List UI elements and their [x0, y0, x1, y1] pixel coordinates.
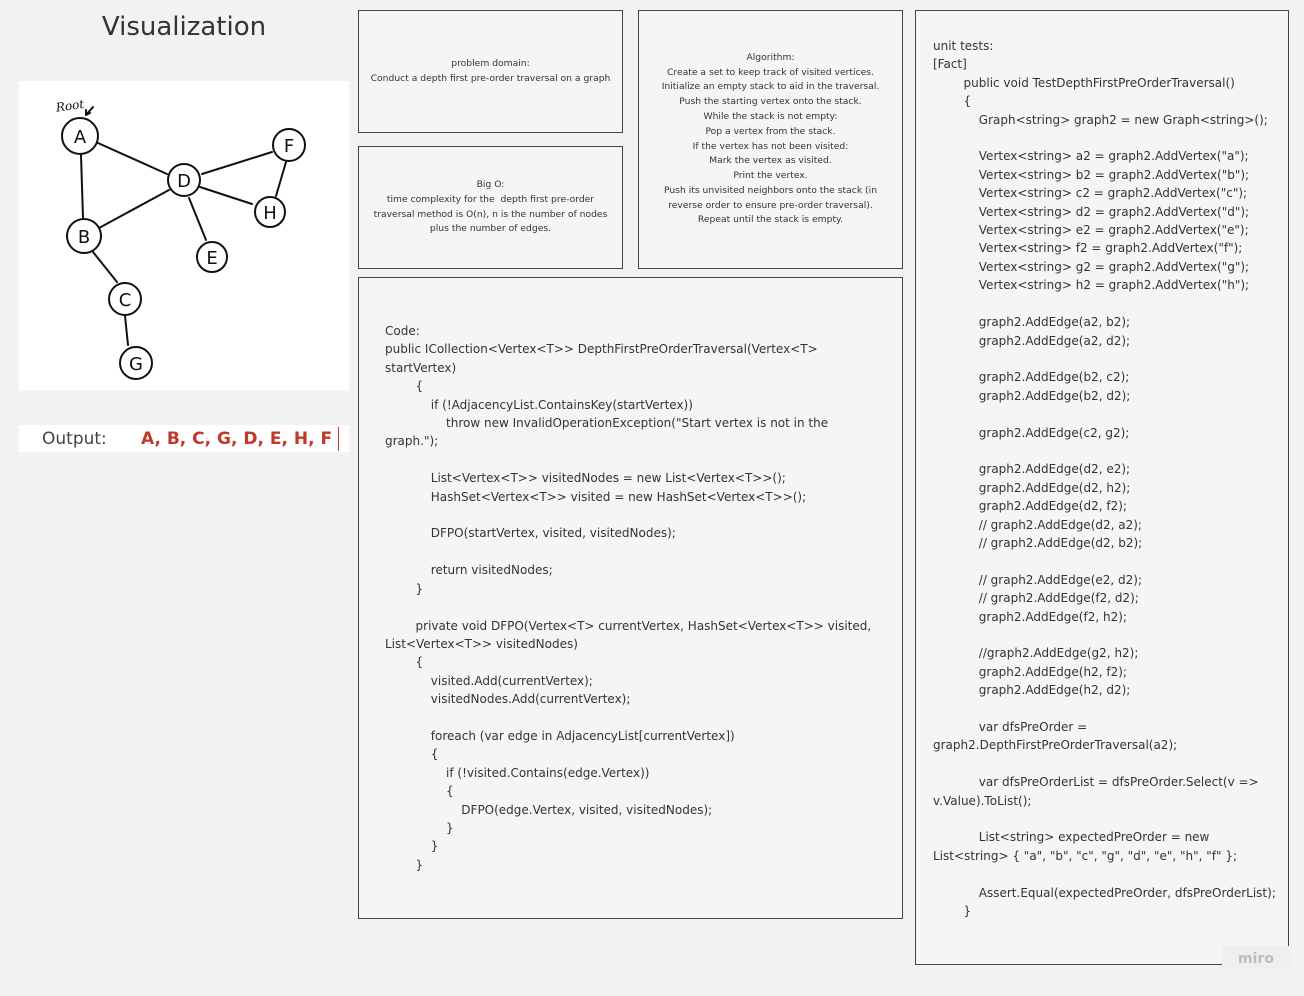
unit-test-line: graph2.AddEdge(a2, b2);	[933, 315, 1131, 330]
algorithm-heading: Algorithm:	[746, 51, 795, 63]
problem-domain-text: Conduct a depth first pre-order traversal on a graph	[370, 72, 611, 84]
unit-test-line: // graph2.AddEdge(d2, b2);	[933, 535, 1143, 550]
code-line: Code:	[385, 324, 420, 338]
graph-diagram[interactable]	[19, 81, 349, 390]
unit-test-line	[933, 129, 1278, 147]
algorithm-step: Repeat until the stack is empty.	[697, 214, 844, 226]
code-line: DFPO(startVertex, visited, visitedNodes);	[385, 526, 676, 541]
code-line: if (!visited.Contains(edge.Vertex))	[385, 765, 650, 780]
algorithm-step: Mark the vertex as visited.	[709, 155, 832, 167]
code-line: List<Vertex<T>> visitedNodes = new List<Vertex<T>>();	[385, 471, 786, 486]
unit-test-line: }	[933, 904, 972, 919]
unit-test-line: List<string> expectedPreOrder = new List<string> { "a", "b", "c", "g", "d", "e", "h", "f" };	[933, 830, 1238, 863]
unit-test-line	[933, 295, 1278, 313]
code-line: }	[385, 581, 424, 596]
code-line	[385, 598, 876, 616]
algorithm-card[interactable]	[638, 10, 903, 269]
algorithm-step: Create a set to keep track of visited vertices.	[666, 66, 874, 78]
algorithm-step: Push its unvisited neighbors onto the stack (in	[663, 184, 878, 196]
unit-test-line: // graph2.AddEdge(f2, d2);	[933, 591, 1139, 606]
node-b: B	[77, 227, 91, 248]
unit-tests-card[interactable]	[915, 10, 1289, 965]
algorithm-step: Pop a vertex from the stack.	[705, 125, 836, 137]
code-line	[385, 451, 876, 469]
visualization-title: Visualization	[101, 12, 267, 42]
edge-d-f	[202, 152, 272, 174]
unit-test-line: graph2.AddEdge(c2, g2);	[933, 425, 1130, 440]
unit-test-line: graph2.AddEdge(b2, d2);	[933, 388, 1131, 403]
unit-test-line: var dfsPreOrderList = dfsPreOrder.Select(v => v.Value).ToList();	[933, 775, 1263, 808]
unit-test-line: graph2.AddEdge(d2, e2);	[933, 462, 1131, 477]
unit-test-line: Vertex<string> d2 = graph2.AddVertex("d");	[933, 204, 1250, 219]
code-line: private void DFPO(Vertex<T> currentVertex, HashSet<Vertex<T>> visited, List<Vertex<T>> visitedNodes)	[385, 618, 876, 651]
node-d: D	[177, 171, 191, 192]
code-line: visitedNodes.Add(currentVertex);	[385, 692, 631, 707]
unit-test-line: Vertex<string> a2 = graph2.AddVertex("a");	[933, 149, 1249, 164]
unit-test-line: unit tests:	[933, 39, 994, 53]
node-f: F	[283, 136, 295, 157]
code-card[interactable]	[358, 277, 903, 919]
code-line: {	[385, 655, 424, 670]
unit-test-line: graph2.AddEdge(d2, h2);	[933, 480, 1131, 495]
unit-test-line: Assert.Equal(expectedPreOrder, dfsPreOrderList);	[933, 885, 1276, 900]
code-line: if (!AdjacencyList.ContainsKey(startVertex))	[385, 397, 693, 412]
unit-test-line: Vertex<string> h2 = graph2.AddVertex("h");	[933, 278, 1250, 293]
edge-a-b	[81, 155, 83, 218]
miro-watermark: miro	[1222, 946, 1290, 968]
code-line	[385, 506, 876, 524]
code-line: {	[385, 784, 454, 799]
unit-test-line: [Fact]	[933, 57, 967, 72]
unit-test-line: //graph2.AddEdge(g2, h2);	[933, 646, 1139, 661]
unit-test-line: graph2.AddEdge(f2, h2);	[933, 609, 1127, 624]
code-line	[385, 709, 876, 727]
edge-c-g	[125, 316, 128, 345]
unit-test-line	[933, 755, 1278, 773]
edge-d-e	[189, 198, 206, 240]
code-line: }	[385, 857, 424, 872]
unit-test-line	[933, 442, 1278, 460]
unit-test-line	[933, 350, 1278, 368]
code-block	[385, 322, 876, 874]
algorithm-step: Initialize an empty stack to aid in the traversal.	[661, 81, 880, 93]
edge-a-d	[98, 143, 167, 174]
unit-test-line: {	[933, 94, 972, 109]
edge-b-d	[99, 190, 169, 228]
unit-test-line: graph2.AddEdge(h2, f2);	[933, 664, 1127, 679]
algorithm-step: Print the vertex.	[733, 170, 808, 182]
unit-test-line: Graph<string> graph2 = new Graph<string>();	[933, 112, 1268, 127]
unit-test-line	[933, 552, 1278, 570]
code-line: return visitedNodes;	[385, 563, 553, 578]
node-h: H	[263, 203, 277, 224]
unit-test-line: Vertex<string> e2 = graph2.AddVertex("e");	[933, 223, 1249, 238]
code-line: visited.Add(currentVertex);	[385, 673, 593, 688]
graph-svg	[19, 81, 349, 390]
unit-test-line: Vertex<string> f2 = graph2.AddVertex("f");	[933, 241, 1243, 256]
unit-test-line	[933, 700, 1278, 718]
code-line: }	[385, 839, 439, 854]
output-label: Output:	[42, 428, 107, 449]
big-o-card[interactable]	[358, 146, 623, 269]
big-o-heading: Big O:	[476, 178, 505, 190]
code-line	[385, 543, 876, 561]
unit-test-line	[933, 810, 1278, 828]
edge-b-c	[93, 252, 117, 282]
unit-tests-block	[933, 37, 1278, 921]
unit-test-line: graph2.AddEdge(b2, c2);	[933, 370, 1130, 385]
output-value: A, B, C, G, D, E, H, F	[130, 427, 339, 451]
code-line: DFPO(edge.Vertex, visited, visitedNodes);	[385, 802, 713, 817]
code-line: }	[385, 820, 454, 835]
algorithm-step: While the stack is not empty:	[703, 110, 838, 122]
unit-test-line: Vertex<string> c2 = graph2.AddVertex("c");	[933, 186, 1248, 201]
code-line: throw new InvalidOperationException("Start vertex is not in the graph.");	[385, 416, 832, 449]
big-o-text: traversal method is O(n), n is the number of nodes	[373, 208, 608, 220]
algorithm-step: If the vertex has not been visited:	[692, 140, 849, 152]
unit-test-line: Vertex<string> g2 = graph2.AddVertex("g");	[933, 259, 1250, 274]
unit-test-line	[933, 405, 1278, 423]
problem-domain-heading: problem domain:	[451, 57, 530, 69]
big-o-text: plus the number of edges.	[429, 223, 552, 235]
node-a: A	[73, 127, 87, 148]
unit-test-line: // graph2.AddEdge(d2, a2);	[933, 517, 1142, 532]
algorithm-step: Push the starting vertex onto the stack.	[679, 96, 862, 108]
code-line: public ICollection<Vertex<T>> DepthFirstPreOrderTraversal(Vertex<T> startVertex)	[385, 342, 822, 375]
code-line: {	[385, 747, 439, 762]
problem-domain-card[interactable]	[358, 10, 623, 133]
root-label: Root	[55, 96, 85, 115]
code-line: {	[385, 379, 424, 394]
node-c: C	[118, 290, 132, 311]
unit-test-line: var dfsPreOrder = graph2.DepthFirstPreOrderTraversal(a2);	[933, 720, 1178, 753]
node-e: E	[206, 248, 218, 269]
big-o-text: time complexity for the depth first pre-order	[386, 193, 595, 205]
code-line: foreach (var edge in AdjacencyList[currentVertex])	[385, 728, 735, 743]
edge-f-h	[276, 162, 286, 196]
root-arrow-icon	[86, 107, 93, 115]
unit-test-line: graph2.AddEdge(a2, d2);	[933, 333, 1131, 348]
algorithm-step: reverse order to ensure pre-order traversal).	[668, 199, 873, 211]
unit-test-line: graph2.AddEdge(d2, f2);	[933, 499, 1127, 514]
unit-test-line	[933, 626, 1278, 644]
unit-test-line: // graph2.AddEdge(e2, d2);	[933, 572, 1142, 587]
code-line: HashSet<Vertex<T>> visited = new HashSet<Vertex<T>>();	[385, 489, 807, 504]
unit-test-line: graph2.AddEdge(h2, d2);	[933, 683, 1131, 698]
unit-test-line: public void TestDepthFirstPreOrderTraversal()	[933, 75, 1235, 90]
node-g: G	[129, 354, 143, 375]
unit-test-line: Vertex<string> b2 = graph2.AddVertex("b");	[933, 167, 1250, 182]
edge-d-h	[200, 187, 252, 204]
unit-test-line	[933, 865, 1278, 883]
output-box[interactable]	[19, 425, 349, 452]
